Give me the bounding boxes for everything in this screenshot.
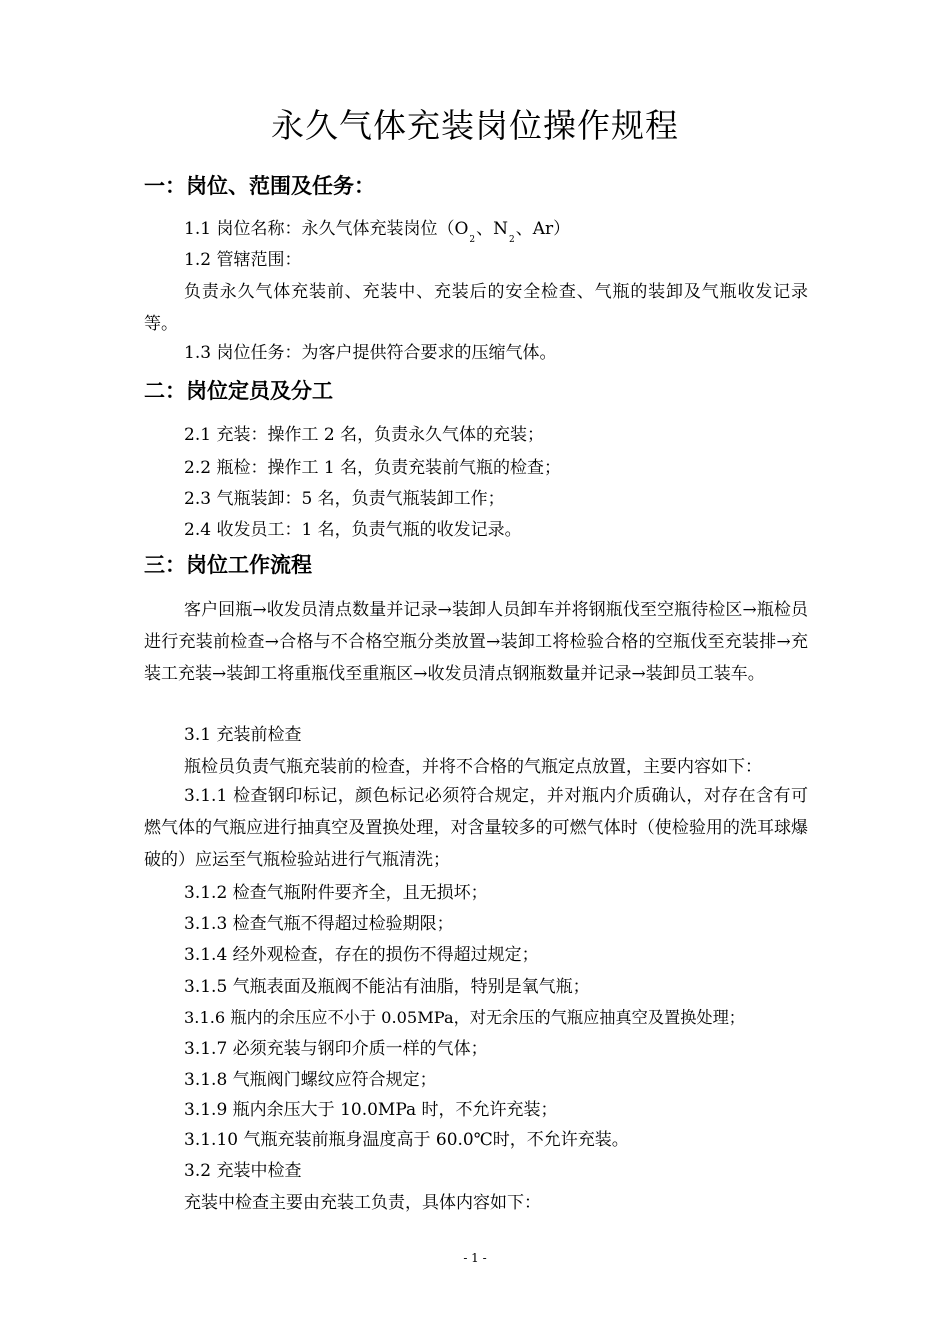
item-3-1-8: 3.1.8 气瓶阀门螺纹应符合规定；: [184, 1070, 437, 1090]
item-3-1-10: 3.1.10 气瓶充装前瓶身温度高于 60.0℃时，不允许充装。: [184, 1130, 629, 1150]
document-title: 永久气体充装岗位操作规程: [271, 106, 679, 145]
item-2-4: 2.4 收发员工：1 名，负责气瓶的收发记录。: [184, 520, 522, 540]
workflow-paragraph: 客户回瓶→收发员清点数量并记录→装卸人员卸车并将钢瓶伐至空瓶待检区→瓶检员进行充装前检查→合格与不合格空瓶分类放置→装卸工将检验合格的空瓶伐至充装排→充装工充装→装卸工将重瓶伐至重瓶区→收发员清点钢瓶数量并记录→装卸员工装车。: [144, 600, 808, 684]
item-3-1-7: 3.1.7 必须充装与钢印介质一样的气体；: [184, 1039, 488, 1059]
item-1-1-mid: 、N: [476, 219, 508, 239]
item-3-1-1: 3.1.1 检查钢印标记，颜色标记必须符合规定，并对瓶内介质确认，对存在含有可燃气体的气瓶应进行抽真空及置换处理，对含量较多的可燃气体时（使检验用的洗耳球爆破的）应运至气瓶检验站进行气瓶清洗；: [144, 786, 808, 870]
item-2-2: 2.2 瓶检：操作工 1 名，负责充装前气瓶的检查；: [184, 458, 562, 478]
subsection-3-2: 3.2 充装中检查: [184, 1161, 302, 1181]
item-3-1-3: 3.1.3 检查气瓶不得超过检验期限；: [184, 914, 454, 934]
item-1-1-prefix: 1.1 岗位名称：永久气体充装岗位（O: [184, 219, 469, 239]
subsection-3-1: 3.1 充装前检查: [184, 725, 302, 745]
item-1-3: 1.3 岗位任务：为客户提供符合要求的压缩气体。: [184, 343, 557, 363]
item-1-2-detail: 负责永久气体充装前、充装中、充装后的安全检查、气瓶的装卸及气瓶收发记录等。: [144, 282, 808, 334]
item-3-1-2: 3.1.2 检查气瓶附件要齐全，且无损坏；: [184, 883, 488, 903]
section-2-heading: 二：岗位定员及分工: [144, 379, 333, 403]
intro-3-2: 充装中检查主要由充装工负责，具体内容如下：: [184, 1193, 541, 1213]
item-3-1-9: 3.1.9 瓶内余压大于 10.0MPa 时，不允许充装；: [184, 1100, 558, 1120]
item-3-1-6: 3.1.6 瓶内的余压应不小于 0.05MPa，对无余压的气瓶应抽真空及置换处理；: [184, 1008, 745, 1027]
page-number: - 1 -: [463, 1251, 487, 1265]
item-3-1-4: 3.1.4 经外观检查，存在的损伤不得超过规定；: [184, 945, 539, 965]
item-1-1-suffix: 、Ar）: [515, 219, 571, 239]
section-3-heading: 三：岗位工作流程: [144, 553, 312, 577]
o2-subscript: 2: [469, 235, 476, 245]
intro-3-1: 瓶检员负责气瓶充装前的检查，并将不合格的气瓶定点放置，主要内容如下：: [184, 757, 762, 777]
item-2-1: 2.1 充装：操作工 2 名，负责永久气体的充装；: [184, 425, 545, 445]
n2-subscript: 2: [509, 235, 515, 245]
item-3-1-5: 3.1.5 气瓶表面及瓶阀不能沾有油脂，特别是氧气瓶；: [184, 977, 590, 997]
item-2-3: 2.3 气瓶装卸：5 名，负责气瓶装卸工作；: [184, 489, 505, 509]
item-1-2: 1.2 管辖范围：: [184, 250, 302, 270]
section-1-heading: 一：岗位、范围及任务：: [144, 174, 375, 198]
item-1-1: [184, 217, 570, 252]
